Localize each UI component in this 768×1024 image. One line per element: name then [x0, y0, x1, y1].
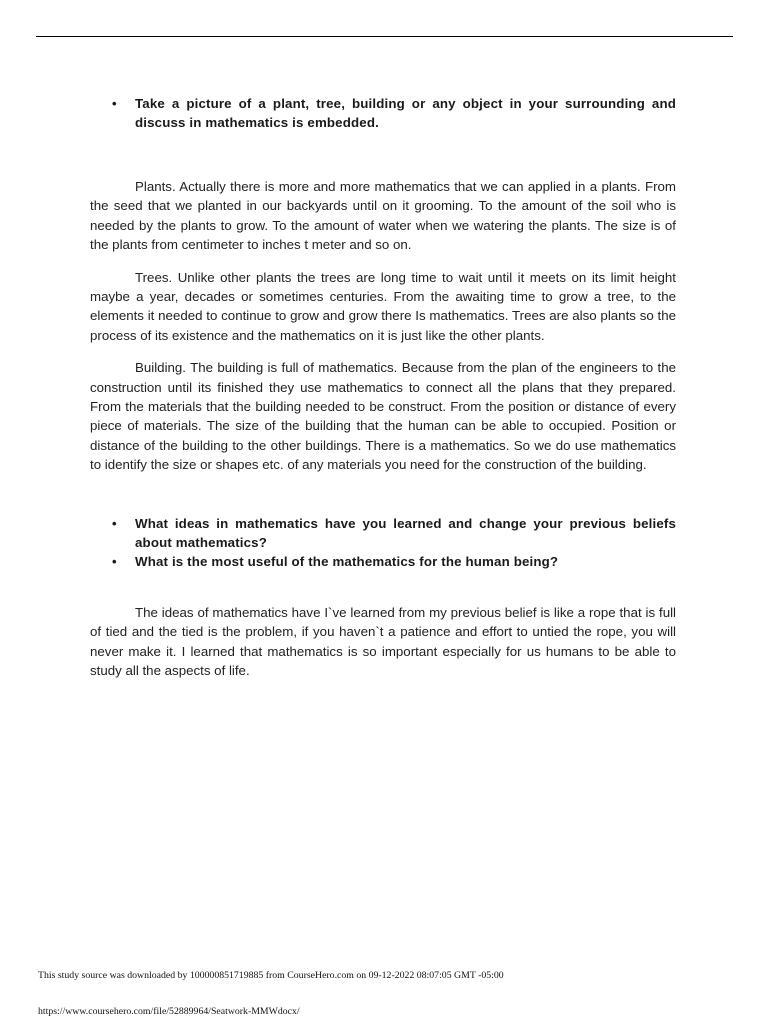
header-rule [36, 36, 733, 37]
document-body [90, 94, 676, 680]
question-list-1 [90, 94, 676, 132]
source-url[interactable]: https://www.coursehero.com/file/52889964/Seatwork-MMWdocx/ [38, 1006, 300, 1017]
bullet-icon: • [112, 553, 117, 569]
question-text: Take a picture of a plant, tree, building or any object in your surrounding and discuss in mathematics is embedded. [135, 96, 676, 130]
question-item [90, 94, 676, 132]
question-text: What ideas in mathematics have you learned and change your previous beliefs about mathematics? [135, 515, 676, 550]
paragraph-ideas: The ideas of mathematics have I`ve learned from my previous belief is like a rope that is full of tied and the tied is the problem, if you haven`t a patience and effort to untied the rope, you will never make it. I learned that mathematics is so important especially for us humans to be able to study all the aspects of life. [90, 604, 676, 678]
paragraph-building: Building. The building is full of mathematics. Because from the plan of the engineers to the construction until its finished they use mathematics to connect all the plans that they prepared. From the materials that the building needed to be construct. From the position or distance of every piece of materials. The size of the building that the human can be able to occupied. Position or distance of the building to the other buildings. There is a mathematics. So we do use mathematics to identify the size or shapes etc. of any materials you need for the construction of the building. [90, 360, 676, 473]
bullet-icon: • [112, 96, 117, 111]
question-item [90, 552, 676, 571]
question-list-2 [90, 514, 676, 571]
question-text: What is the most useful of the mathematics for the human being? [135, 553, 559, 569]
bullet-icon: • [112, 515, 117, 531]
paragraph-trees: Trees. Unlike other plants the trees are long time to wait until it meets on its limit height maybe a year, decades or sometimes centuries. From the awaiting time to grow a tree, to the elements it needed to continue to grow and grow there Is mathematics. Trees are also plants so the process of its existence and the mathematics on it is just like the other plants. [90, 269, 676, 343]
source-notice: This study source was downloaded by 100000851719885 from CourseHero.com on 09-12-2022 08:07:05 GMT -05:00 [38, 970, 504, 981]
paragraph-plants: Plants. Actually there is more and more mathematics that we can applied in a plants. From the seed that we planted in our backyards until on it grooming. To the amount of the soil who is needed by the plants to grow. To the amount of water when we watering the plants. The size is of the plants from centimeter to inches t meter and so on. [90, 179, 676, 253]
question-item [90, 514, 676, 552]
